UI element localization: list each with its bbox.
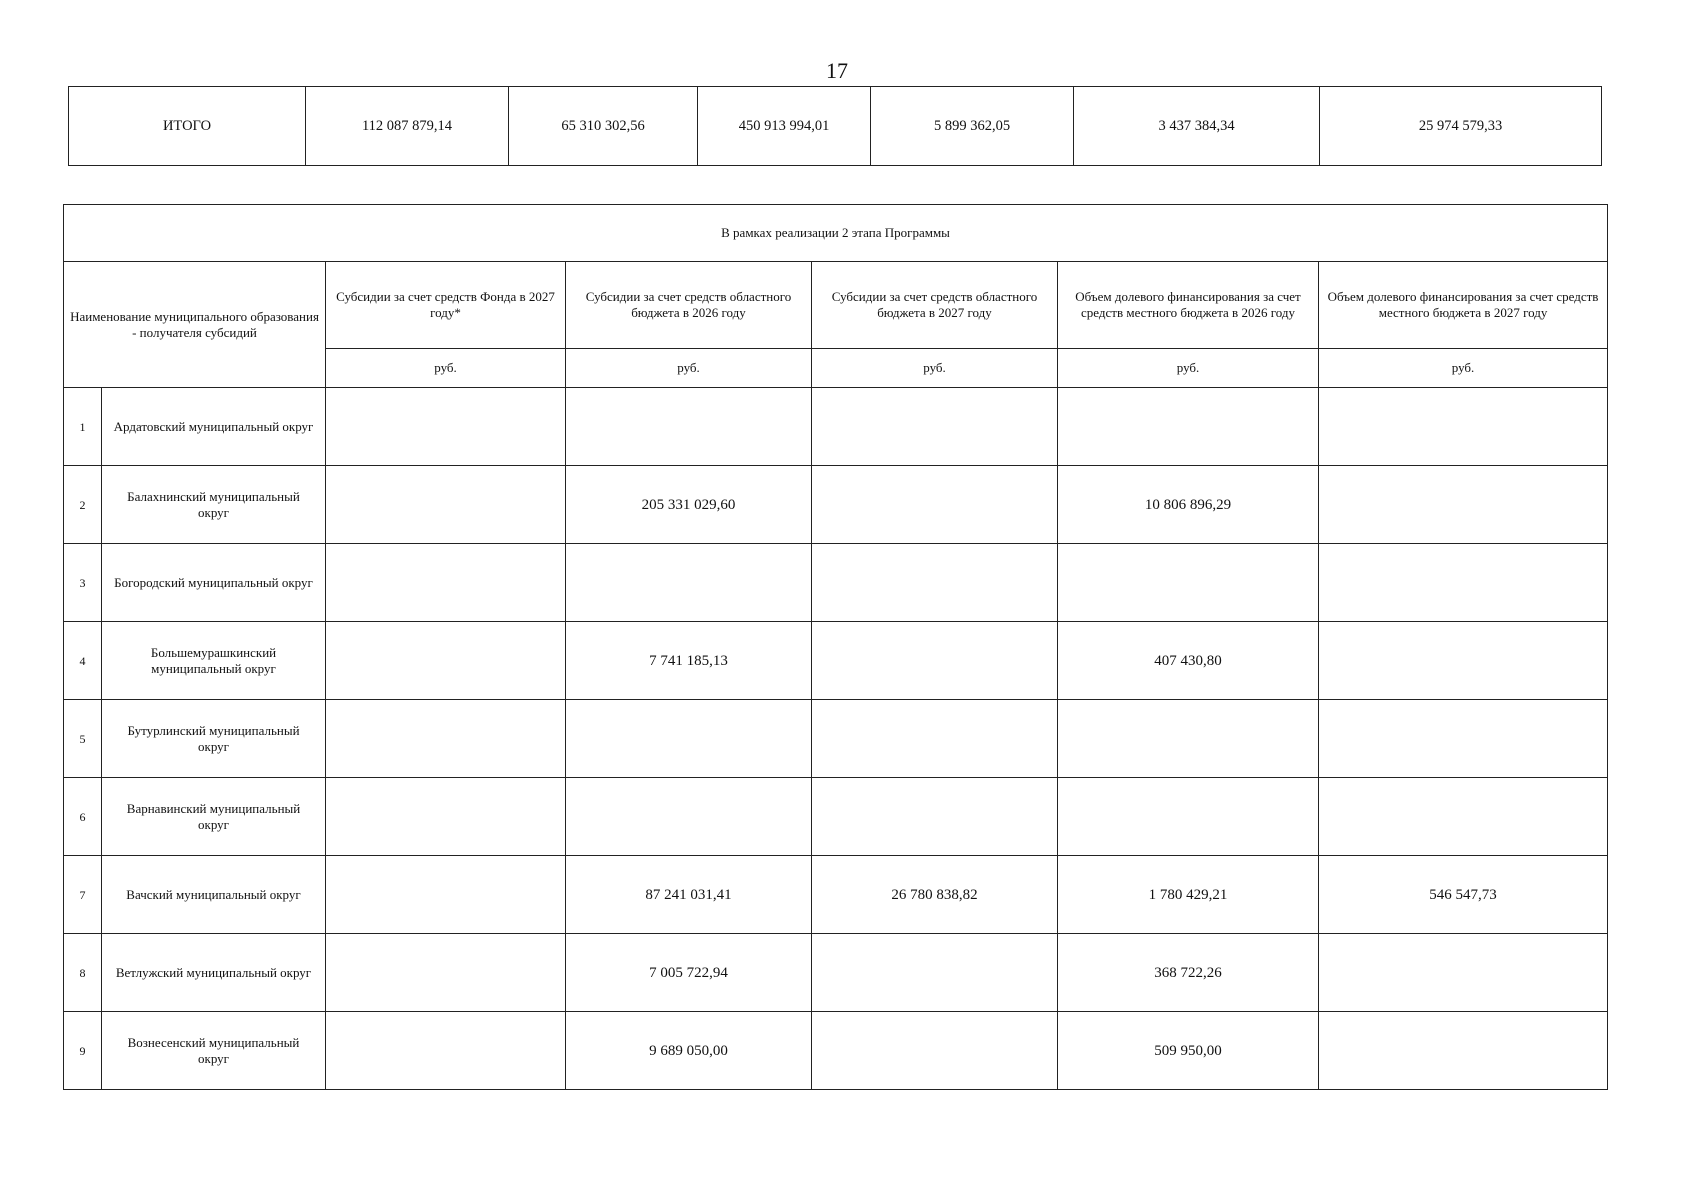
municipality-name-header: Наименование муниципального образования - получателя субсидий [64, 262, 326, 388]
amount-cell [1058, 778, 1319, 856]
column-header: Субсидии за счет средств областного бюджета в 2027 году [812, 262, 1058, 349]
table-row [64, 622, 1608, 700]
amount-cell: 205 331 029,60 [566, 466, 812, 544]
table-row [64, 934, 1608, 1012]
amount-cell [1319, 466, 1608, 544]
column-header: Объем долевого финансирования за счет средств местного бюджета в 2026 году [1058, 262, 1319, 349]
amount-cell [812, 700, 1058, 778]
table-row [64, 856, 1608, 934]
totals-row [69, 87, 1602, 166]
amount-cell [1319, 388, 1608, 466]
municipality-name: Ветлужский муниципальный округ [102, 934, 326, 1012]
amount-cell [812, 778, 1058, 856]
amount-cell [326, 856, 566, 934]
row-number: 9 [64, 1012, 102, 1090]
amount-cell [812, 388, 1058, 466]
amount-cell [1319, 622, 1608, 700]
table-row [64, 1012, 1608, 1090]
amount-cell: 9 689 050,00 [566, 1012, 812, 1090]
unit-label: руб. [326, 349, 566, 388]
amount-cell [326, 1012, 566, 1090]
amount-cell: 509 950,00 [1058, 1012, 1319, 1090]
column-header: Субсидии за счет средств Фонда в 2027 году* [326, 262, 566, 349]
amount-cell [1319, 934, 1608, 1012]
table-row [64, 544, 1608, 622]
amount-cell: 26 780 838,82 [812, 856, 1058, 934]
amount-cell [1058, 700, 1319, 778]
row-number: 6 [64, 778, 102, 856]
municipality-name: Вачский муниципальный округ [102, 856, 326, 934]
amount-cell [1319, 778, 1608, 856]
municipality-name: Балахнинский муниципальный округ [102, 466, 326, 544]
amount-cell: 87 241 031,41 [566, 856, 812, 934]
amount-cell [326, 622, 566, 700]
amount-cell [566, 778, 812, 856]
page-number: 17 [826, 58, 848, 83]
totals-value: 450 913 994,01 [698, 87, 871, 166]
municipality-name: Богородский муниципальный округ [102, 544, 326, 622]
totals-value: 65 310 302,56 [509, 87, 698, 166]
row-number: 3 [64, 544, 102, 622]
amount-cell: 407 430,80 [1058, 622, 1319, 700]
amount-cell [326, 700, 566, 778]
row-number: 4 [64, 622, 102, 700]
municipality-name: Ардатовский муниципальный округ [102, 388, 326, 466]
amount-cell: 1 780 429,21 [1058, 856, 1319, 934]
amount-cell [1058, 388, 1319, 466]
amount-cell: 7 741 185,13 [566, 622, 812, 700]
row-number: 5 [64, 700, 102, 778]
municipality-name: Большемурашкинский муниципальный округ [102, 622, 326, 700]
unit-label: руб. [566, 349, 812, 388]
stage-title: В рамках реализации 2 этапа Программы [64, 205, 1608, 262]
amount-cell [566, 544, 812, 622]
stage-title-row [64, 205, 1608, 262]
row-number: 7 [64, 856, 102, 934]
amount-cell [812, 544, 1058, 622]
table-row [64, 388, 1608, 466]
table-row [64, 466, 1608, 544]
amount-cell [326, 544, 566, 622]
row-number: 2 [64, 466, 102, 544]
amount-cell [326, 778, 566, 856]
totals-label: ИТОГО [69, 87, 306, 166]
amount-cell [812, 934, 1058, 1012]
totals-value: 112 087 879,14 [306, 87, 509, 166]
amount-cell: 7 005 722,94 [566, 934, 812, 1012]
amount-cell: 546 547,73 [1319, 856, 1608, 934]
amount-cell [812, 466, 1058, 544]
amount-cell [566, 388, 812, 466]
amount-cell [566, 700, 812, 778]
amount-cell [812, 622, 1058, 700]
amount-cell [1319, 544, 1608, 622]
unit-label: руб. [1058, 349, 1319, 388]
unit-label: руб. [812, 349, 1058, 388]
amount-cell [1058, 544, 1319, 622]
municipality-name: Вознесенский муниципальный округ [102, 1012, 326, 1090]
table-row [64, 778, 1608, 856]
amount-cell [326, 934, 566, 1012]
totals-value: 25 974 579,33 [1320, 87, 1602, 166]
row-number: 8 [64, 934, 102, 1012]
municipality-name: Варнавинский муниципальный округ [102, 778, 326, 856]
municipality-name: Бутурлинский муниципальный округ [102, 700, 326, 778]
totals-value: 3 437 384,34 [1074, 87, 1320, 166]
totals-value: 5 899 362,05 [871, 87, 1074, 166]
column-header: Субсидии за счет средств областного бюджета в 2026 году [566, 262, 812, 349]
amount-cell [1319, 700, 1608, 778]
row-number: 1 [64, 388, 102, 466]
totals-table [68, 86, 1602, 166]
amount-cell [326, 388, 566, 466]
unit-label: руб. [1319, 349, 1608, 388]
column-header: Объем долевого финансирования за счет средств местного бюджета в 2027 году [1319, 262, 1608, 349]
amount-cell: 10 806 896,29 [1058, 466, 1319, 544]
amount-cell [812, 1012, 1058, 1090]
amount-cell [326, 466, 566, 544]
table-row [64, 700, 1608, 778]
column-header-row [64, 262, 1608, 349]
amount-cell: 368 722,26 [1058, 934, 1319, 1012]
stage-table [63, 204, 1608, 1090]
amount-cell [1319, 1012, 1608, 1090]
